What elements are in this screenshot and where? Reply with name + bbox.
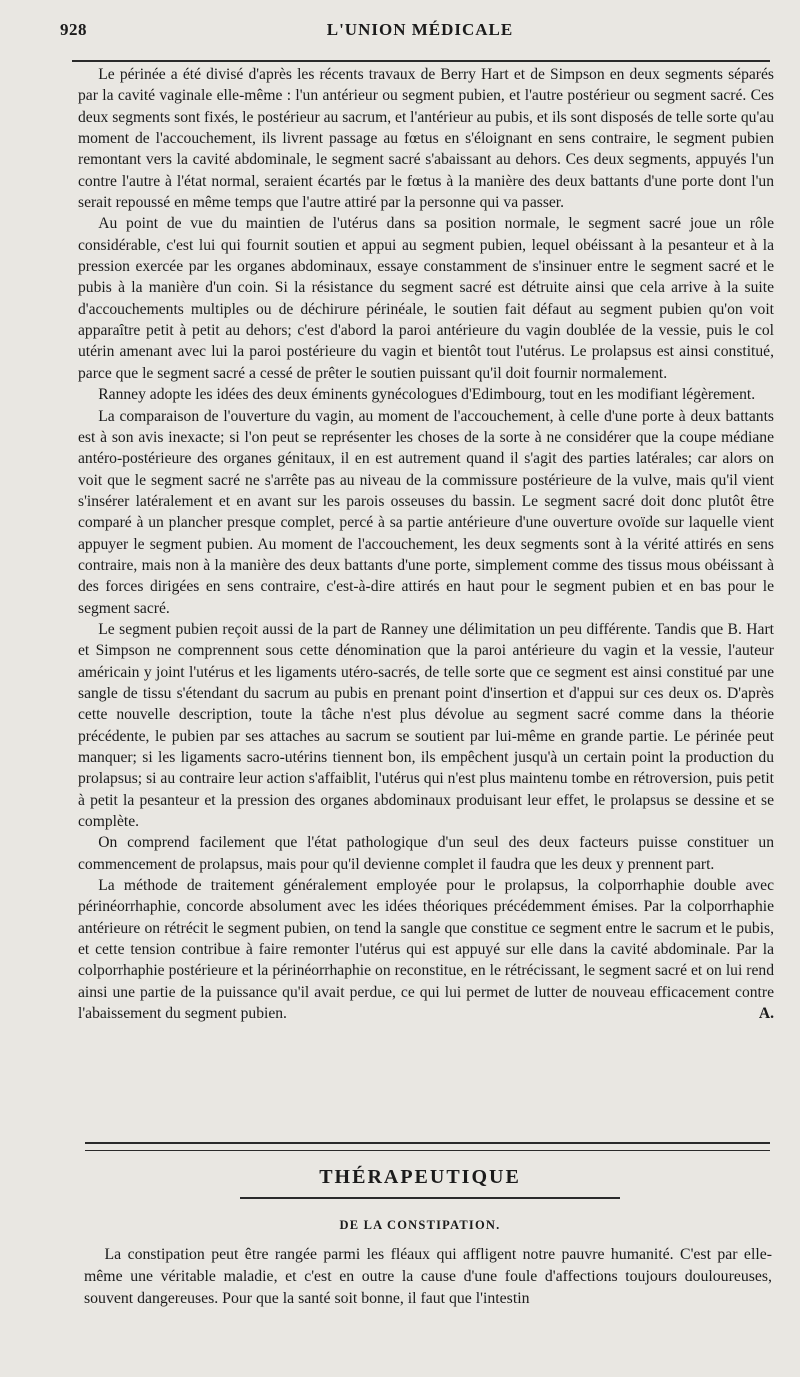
page-number: 928 xyxy=(60,20,87,39)
subsection-title: DE LA CONSTIPATION. xyxy=(339,1218,501,1232)
section-body xyxy=(84,1244,772,1310)
article-paragraph: Le segment pubien reçoit aussi de la part de Ranney une délimitation un peu différente. Tandis que B. Hart et Simpson ne comprennent sous cette dénomination que la paroi antérieure du vagin et la vessie, l'auteur américain y joint l'utérus et les ligaments utéro-sacrés, de telle sorte que ce segment est ainsi constitué par une sangle de tissu s'étendant du sacrum au pubis en prenant point d'insertion et d'appui sur ces deux os. D'après cette nouvelle description, toute la tâche n'est plus dévolue au segment sacré comme dans la théorie précédente, le pubien par ses attaches au sacrum se soutient par lui-même en grande partie. Le périnée peut manquer; si les ligaments sacro-utérins tiennent bon, ils empêchent jusqu'à un certain point la production du prolapsus; si au contraire leur action s'affaiblit, l'utérus qui n'est plus maintenu tombe en rétroversion, puis petit à petit la pesanteur et la pression des organes abdominaux produisant leur effet, le prolapsus se dessine et se complète. xyxy=(78,620,774,831)
section-paragraph: La constipation peut être rangée parmi les fléaux qui affligent notre pauvre humanité. C'est par elle-même une véritable maladie, et c'est en outre la cause d'une foule d'affections toujours douloureuses, souvent dangereuses. Pour que la santé soit bonne, il faut que l'intestin xyxy=(84,1246,772,1307)
article-paragraph: On comprend facilement que l'état pathologique d'un seul des deux facteurs puisse constituer un commencement de prolapsus, mais pour qu'il devienne complet il faudra que les deux y prennent part. xyxy=(78,834,774,873)
article-paragraph: Au point de vue du maintien de l'utérus dans sa position normale, le segment sacré joue un rôle considérable, c'est lui qui fournit soutien et appui au segment pubien, lequel obéissant à la pesanteur et à la pression exercée par les organes abdominaux, essaye constamment de s'insinuer entre le segment sacré et le pubis à la manière d'un coin. Si la résistance du segment sacré est détruite ainsi que cela arrive à la suite d'accouchements multiples ou de déchirure périnéale, le soutien fait défaut au segment pubien qu'on voit apparaître petit à petit au dehors; c'est d'abord la paroi antérieure du vagin doublée de la vessie, puis le col utérin amenant avec lui la paroi postérieure du vagin et bientôt tout l'utérus. Le prolapsus est ainsi constitué, parce que le segment sacré a cessé de prêter le soutien puissant qu'il doit fournir normalement. xyxy=(78,215,774,382)
article-paragraph: La comparaison de l'ouverture du vagin, au moment de l'accouchement, à celle d'une porte à deux battants est à son avis inexacte; si l'on peut se représenter les choses de la sorte à ne considérer que la coupe médiane antéro-postérieure des organes génitaux, il en est autrement quand il s'agit des parties latérales; car alors on voit que le segment sacré ne s'arrête pas au niveau de la commissure postérieure de la vulve, mais qu'il vient s'insérer latéralement et en avant sur les parois osseuses du bassin. Le segment sacré doit donc plutôt être comparé à un plancher presque complet, percé à sa partie antérieure d'une ouverture ovoïde sur laquelle vient appuyer le segment pubien. Au moment de l'accouchement, les deux segments sont à la vérité attirés en sens contraire, mais non à la manière des deux battants d'une porte, simplement comme des tissus mous obéissant à des forces dirigées en sens contraire, c'est-à-dire attirés en haut pour le segment pubien et en bas pour le segment sacré. xyxy=(78,407,774,617)
journal-title: L'UNION MÉDICALE xyxy=(326,20,514,39)
section-title-underline xyxy=(240,1197,620,1199)
article-paragraph: Le périnée a été divisé d'après les récents travaux de Berry Hart et de Simpson en deux segments séparés par la cavité vaginale elle-même : l'un antérieur ou segment pubien, et l'autre postérieur ou segment sacré. Ces deux segments sont fixés, le postérieur au sacrum, et l'antérieur au pubis, et ils sont disposés de telle sorte qu'au moment de l'accouchement, ils livrent passage au fœtus en s'éloignant en sens contraire, le segment pubien remontant vers la cavité abdominale, le segment sacré s'abaissant au dehors. Ces deux segments, appuyés l'un contre l'autre à l'état normal, seraient écartés par le fœtus à la manière des deux battants d'une porte dont l'un serait repoussé en même temps que l'autre attiré par la personne qui va passer. xyxy=(78,66,774,212)
author-signature: A. xyxy=(758,1005,774,1023)
article-paragraph-text: La méthode de traitement généralement employée pour le prolapsus, la colporrhaphie double avec périnéorrhaphie, concorde absolument avec les idées théoriques précédemment émises. Par la colporrhaphie antérieure on rétrécit le segment pubien, on tend la sangle que constitue ce segment entre le sacrum et le pubis, et cette tension contribue à faire remonter l'utérus qui est appuyé sur elle dans la cavité abdominale. Par la colporrhaphie postérieure et la périnéorrhaphie on reconstitue, en le rétrécissant, le segment sacré et on lui rend ainsi une partie de la puissance qu'il avait perdue, ce qui lui permet de lutter de nouveau efficacement contre l'abaissement du segment pubien. xyxy=(78,877,774,1023)
article-body xyxy=(78,64,774,1024)
page-header xyxy=(60,20,780,46)
section-divider xyxy=(85,1142,770,1151)
section-title: THÉRAPEUTIQUE xyxy=(319,1166,521,1188)
article-paragraph-last xyxy=(78,875,774,1024)
header-rule xyxy=(72,60,770,62)
article-paragraph: Ranney adopte les idées des deux éminents gynécologues d'Edimbourg, tout en les modifiant légèrement. xyxy=(98,386,756,404)
